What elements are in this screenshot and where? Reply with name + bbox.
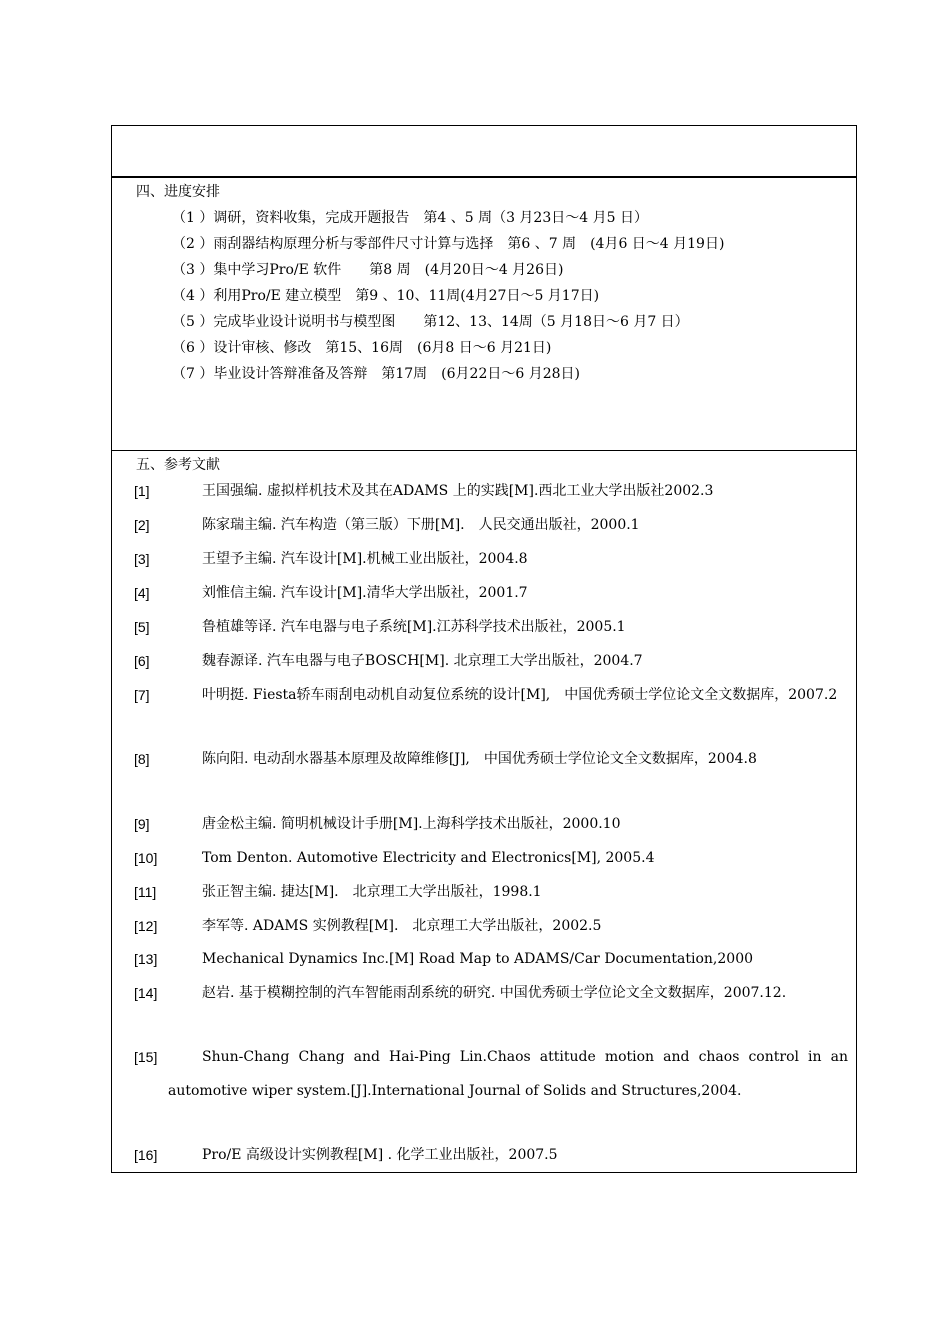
reference-text: 刘惟信主编. 汽车设计[M].清华大学出版社，2001.7 (202, 585, 528, 601)
reference-text: 王望予主编. 汽车设计[M].机械工业出版社，2004.8 (202, 551, 528, 567)
reference-entry (134, 882, 848, 902)
reference-number: [11] (134, 884, 157, 900)
reference-number: [4] (134, 585, 150, 601)
report-table (111, 125, 857, 1173)
schedule-item: （6 ）设计审核、修改 第15、16周 (6月8 日～6 月21日) (172, 340, 552, 356)
reference-entry (134, 749, 848, 776)
schedule-item: （1 ）调研，资料收集，完成开题报告 第4 、5 周（3 月23日～4 月5 日） (172, 210, 648, 226)
reference-number: [7] (134, 687, 150, 703)
reference-text: Tom Denton. Automotive Electricity and Electronics[M], 2005.4 (202, 850, 655, 866)
reference-number: [1] (134, 483, 150, 499)
reference-text: 陈向阳. 电动刮水器基本原理及故障维修[J], 中国优秀硕士学位论文全文数据库，2004.8 (202, 751, 757, 767)
schedule-item: （3 ）集中学习Pro/E 软件 第8 周 (4月20日～4 月26日) (172, 262, 564, 278)
reference-text: 叶明挺. Fiesta轿车雨刮电动机自动复位系统的设计[M], 中国优秀硕士学位论文全文数据库，2007.2 (202, 687, 838, 703)
reference-text: Shun-Chang Chang and Hai-Ping Lin.Chaos attitude motion and chaos control in an automotive wiper system.[J].International Journal of Solids and Structures,2004. (168, 1049, 848, 1099)
reference-number: [2] (134, 517, 150, 533)
section-divider (112, 450, 856, 451)
schedule-item: （2 ）雨刮器结构原理分析与零部件尺寸计算与选择 第6 、7 周 (4月6 日～4 月19日) (172, 236, 725, 252)
reference-entry (134, 848, 848, 868)
reference-entry (134, 583, 848, 603)
reference-text: 赵岩. 基于模糊控制的汽车智能雨刮系统的研究. 中国优秀硕士学位论文全文数据库，2007.12. (202, 985, 787, 1001)
reference-text: 陈家瑞主编. 汽车构造（第三版）下册[M]. 人民交通出版社，2000.1 (202, 517, 640, 533)
reference-number: [16] (134, 1147, 158, 1163)
reference-entry (134, 949, 848, 969)
schedule-item: （4 ）利用Pro/E 建立模型 第9 、10、11周(4月27日～5 月17日) (172, 288, 600, 304)
schedule-item: （5 ）完成毕业设计说明书与模型图 第12、13、14周（5 月18日～6 月7 日） (172, 314, 689, 330)
reference-entry (134, 916, 848, 936)
reference-number: [6] (134, 653, 150, 669)
reference-entry (134, 685, 848, 712)
reference-number: [9] (134, 816, 150, 832)
reference-entry (134, 515, 848, 535)
reference-entry (134, 617, 848, 637)
reference-number: [15] (134, 1049, 158, 1065)
reference-number: [13] (134, 951, 158, 967)
reference-entry (134, 814, 848, 834)
reference-number: [5] (134, 619, 150, 635)
reference-entry (134, 1047, 848, 1108)
reference-text: 王国强编. 虚拟样机技术及其在ADAMS 上的实践[M].西北工业大学出版社2002.3 (202, 483, 714, 499)
empty-top-cell (112, 126, 856, 178)
reference-text: Pro/E 高级设计实例教程[M] . 化学工业出版社，2007.5 (202, 1147, 558, 1163)
reference-entry (134, 1145, 848, 1165)
reference-number: [10] (134, 850, 158, 866)
reference-entry (134, 983, 848, 1010)
reference-entry (134, 651, 848, 671)
reference-number: [12] (134, 918, 158, 934)
schedule-heading: 四、进度安排 (136, 184, 220, 200)
reference-text: 魏春源译. 汽车电器与电子BOSCH[M]. 北京理工大学出版社，2004.7 (202, 653, 643, 669)
references-heading: 五、参考文献 (136, 457, 220, 473)
reference-number: [3] (134, 551, 150, 567)
reference-number: [8] (134, 751, 150, 767)
schedule-item: （7 ）毕业设计答辩准备及答辩 第17周 (6月22日～6 月28日) (172, 366, 580, 382)
reference-text: 张正智主编. 捷达[M]. 北京理工大学出版社，1998.1 (202, 884, 542, 900)
reference-text: 唐金松主编. 简明机械设计手册[M].上海科学技术出版社，2000.10 (202, 816, 621, 832)
reference-text: 鲁植雄等译. 汽车电器与电子系统[M].江苏科学技术出版社，2005.1 (202, 619, 626, 635)
reference-entry (134, 549, 848, 569)
reference-number: [14] (134, 985, 158, 1001)
reference-entry (134, 481, 848, 501)
reference-text: Mechanical Dynamics Inc.[M] Road Map to ADAMS/Car Documentation,2000 (202, 951, 754, 967)
reference-text: 李军等. ADAMS 实例教程[M]. 北京理工大学出版社，2002.5 (202, 918, 602, 934)
